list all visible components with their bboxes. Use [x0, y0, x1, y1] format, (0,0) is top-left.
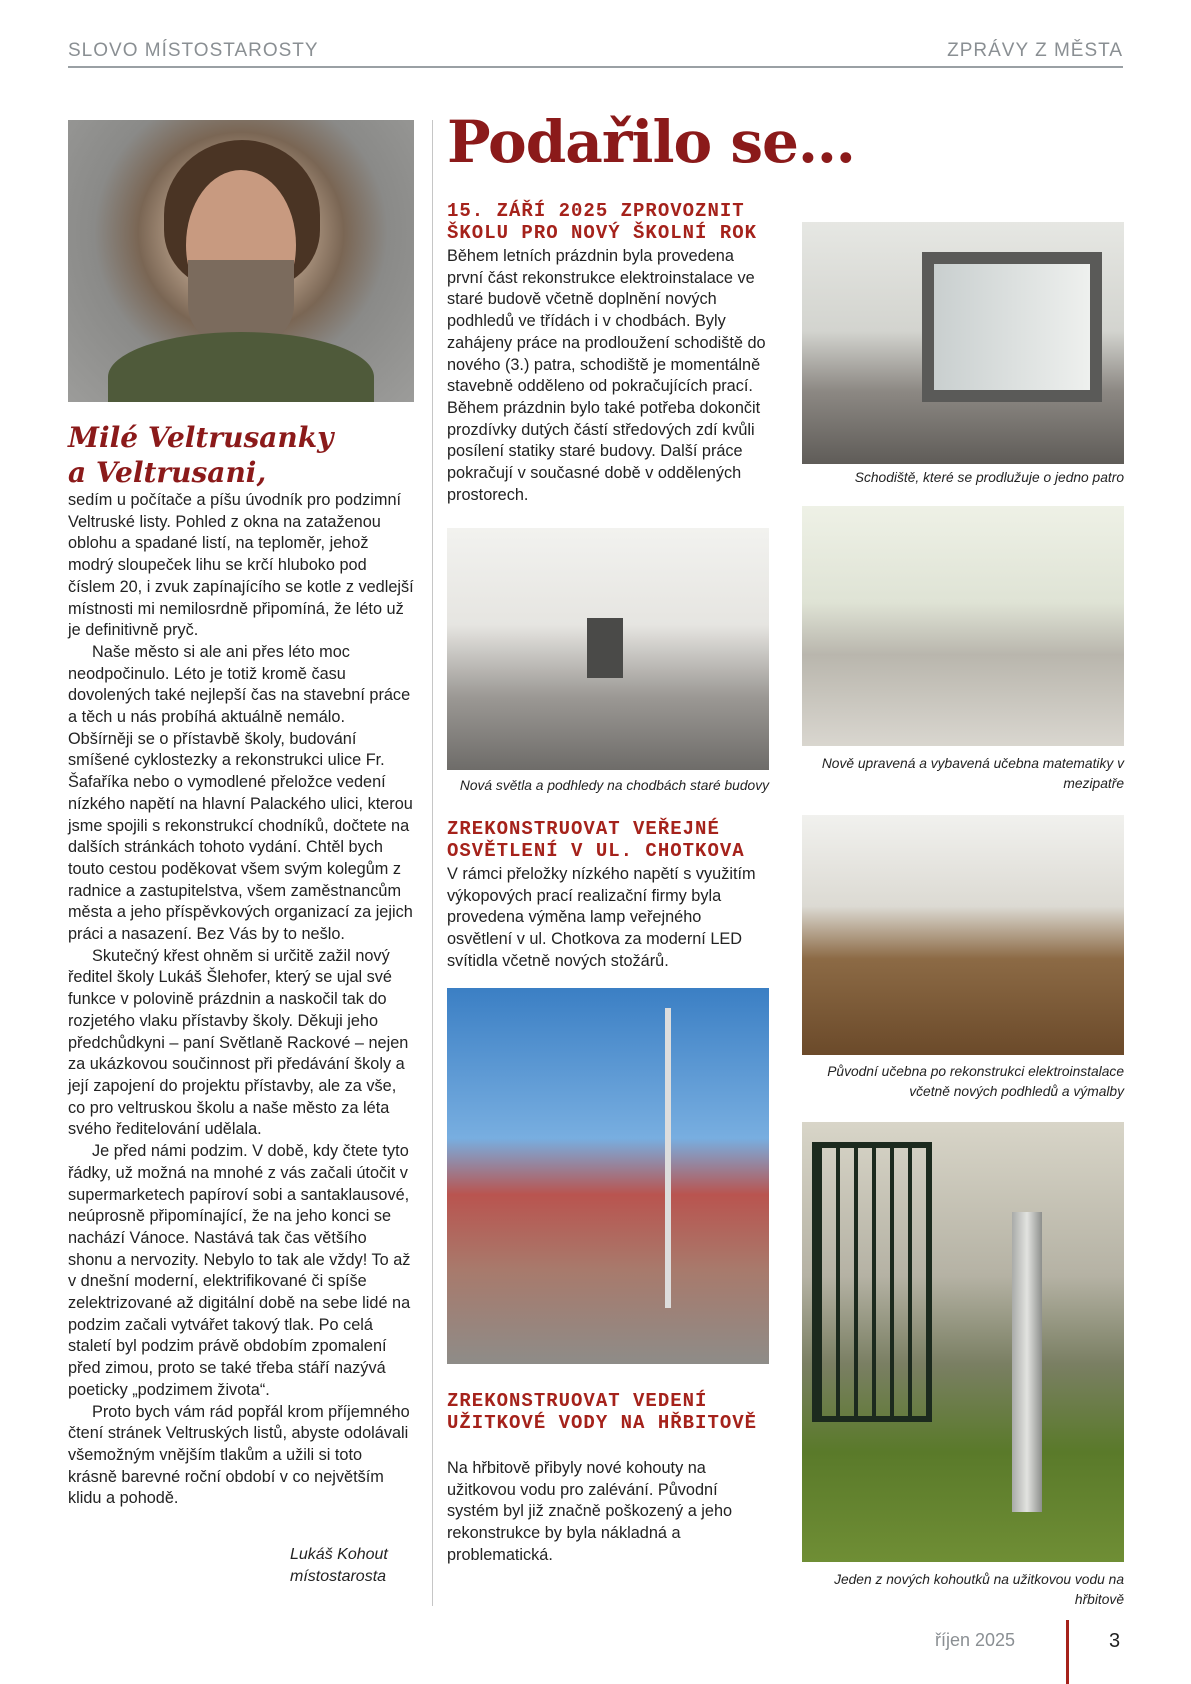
- portrait-shirt: [108, 332, 374, 402]
- caption-classroom: Původní učebna po rekonstrukci elektroinstalace včetně nových podhledů a výmalby: [827, 1064, 1124, 1099]
- letter-paragraph: Je před námi podzim. V době, kdy čtete tyto řádky, už možná na mnohé z vás začali útočit v supermarketech papíroví sobi a santaklausové, neúprosně připomínající, že na jeho konci se nachází Vánoce. Nastává tak čas většího shonu a nervozity. Nebylo to tak ale vždy! To až v dnešní moderní, elektrifikované či spíše zelektrizované až digitální době na sebe lidé na podzim začali vytvářet takový tlak. Po celá staletí byl podzim právě obdobím zpomalení před zimou, proto se také třeba stáří nazývá poeticky „podzimem života“.: [68, 1142, 411, 1399]
- greeting-line-1: Milé Veltrusanky: [68, 421, 334, 454]
- letter-body: [68, 490, 414, 1510]
- greeting-heading: [68, 420, 398, 490]
- letter-paragraph: Proto bych vám rád popřál krom příjemného čtení stránek Veltruských listů, abyste odolávali všemožným vnějším tlakům a užili si toto krásně barevné roční období v co největším klidu a pohodě.: [68, 1402, 410, 1508]
- caption-staircase: Schodiště, které se prodlužuje o jedno patro: [854, 470, 1124, 485]
- column-divider: [432, 120, 433, 1606]
- signature-role: místostarosta: [290, 1568, 387, 1585]
- signature: [290, 1544, 414, 1588]
- section-body-school: Během letních prázdnin byla provedena první část rekonstrukce elektroinstalace ve staré budově včetně doplnění nových podhledů ve třídách i v chodbách. Byly zahájeny práce na prodloužení schodiště do nového (3.) patra, schodiště je momentálně stavebně odděleno od pokračujících prací. Během prázdnin bylo také potřeba dokončit prozdívky dutých částí středových zdí kvůli posílení statiky staré budovy. Další práce pokračují v současné době v oddělených prostorech.: [447, 247, 766, 504]
- page-title: Podařilo se…: [447, 108, 855, 176]
- section-body-lighting: V rámci přeložky nízkého napětí s využitím výkopových prací realizační firmy byla provedena výměna lamp veřejného osvětlení v ul. Chotkova za moderní LED svítidla včetně nových stožárů.: [447, 865, 756, 970]
- photo-classroom: [802, 815, 1124, 1055]
- section-label-right: ZPRÁVY Z MĚSTA: [947, 40, 1123, 61]
- photo-water-tap: [802, 1122, 1124, 1562]
- caption-water-tap: Jeden z nových kohoutků na užitkovou vodu na hřbitově: [834, 1572, 1124, 1607]
- caption-math-classroom: Nově upravená a vybavená učebna matematiky v mezipatře: [821, 756, 1124, 791]
- section-heading-water: ZREKONSTRUOVAT VEDENÍ UŽITKOVÉ VODY NA HŘBITOVĚ: [447, 1390, 758, 1434]
- cemetery-gate: [812, 1142, 932, 1422]
- page-number: 3: [1109, 1630, 1121, 1652]
- signature-name: Lukáš Kohout: [290, 1546, 388, 1563]
- photo-hallway: [447, 528, 769, 770]
- issue-date: říjen 2025: [935, 1630, 1016, 1650]
- greeting-line-2: a Veltrusani,: [68, 456, 267, 489]
- caption-hallway: Nová světla a podhledy na chodbách staré budovy: [459, 778, 769, 793]
- tap-post: [1012, 1212, 1042, 1512]
- section-body-water: Na hřbitově přibyly nové kohouty na užitkovou vodu pro zalévání. Původní systém byl již značně poškozený a jeho rekonstrukce by byla nákladná a problematická.: [447, 1459, 733, 1564]
- section-heading-school: 15. ZÁŘÍ 2025 ZPROVOZNIT ŠKOLU PRO NOVÝ ŠKOLNÍ ROK: [447, 200, 758, 244]
- footer-divider: [1066, 1620, 1069, 1684]
- section-heading-lighting: ZREKONSTRUOVAT VEŘEJNÉ OSVĚTLENÍ V UL. CHOTKOVA: [447, 818, 745, 862]
- letter-paragraph: sedím u počítače a píšu úvodník pro podzimní Veltruské listy. Pohled z okna na zataženou oblohu a spadané listí, na teploměr, jehož modrý sloupeček lihu se krčí hluboko pod číslem 20, i zvuk zapínajícího se kotle z vedlejší místnosti mi nemilosrdně připomíná, že léto už je definitivně pryč.: [68, 491, 414, 640]
- photo-staircase: [802, 222, 1124, 464]
- letter-paragraph: Naše město si ale ani přes léto moc neodpočinulo. Léto je totiž kromě času dovolených také nejlepší čas na stavební práce a těch u nás probíhá aktuálně nemálo. Obšírněji se o přístavbě školy, budování smíšené cyklostezky a rekonstrukci ulice Fr. Šafaříka nebo o vymodlené přeložce vedení nízkého napětí na hlavní Palackého ulici, kterou jsme spojili s rekonstrukcí chodníků, dočtete na dalších stránkách tohoto vydání. Chtěl bych touto cestou poděkovat všem svým kolegům z radnice a zastupitelstva, všem zaměstnancům města a jeho příspěvkových organizací za jejich práci a nasazení. Bez Vás by to nešlo.: [68, 642, 413, 944]
- photo-street: [447, 988, 769, 1364]
- author-portrait: [68, 120, 414, 402]
- letter-paragraph: Skutečný křest ohněm si určitě zažil nový ředitel školy Lukáš Šlehofer, který se ujal své funkce v polovině prázdnin a naskočil tak do rozjetého vlaku přístavby školy. Děkuji jeho předchůdkyni – paní Světlaně Rackové – nejen za ukázkovou součinnost při předávání školy a její zapojení do projektu přístavby, ale za vše, co pro veltruskou školu a naše město za léta svého ředitelování udělala.: [68, 946, 409, 1139]
- stair-frame: [922, 252, 1102, 402]
- section-label: SLOVO MÍSTOSTAROSTY: [68, 40, 319, 61]
- street-lamp-pole: [665, 1008, 671, 1308]
- header-divider: [68, 66, 1123, 68]
- photo-math-classroom: [802, 506, 1124, 746]
- hall-door: [587, 618, 623, 678]
